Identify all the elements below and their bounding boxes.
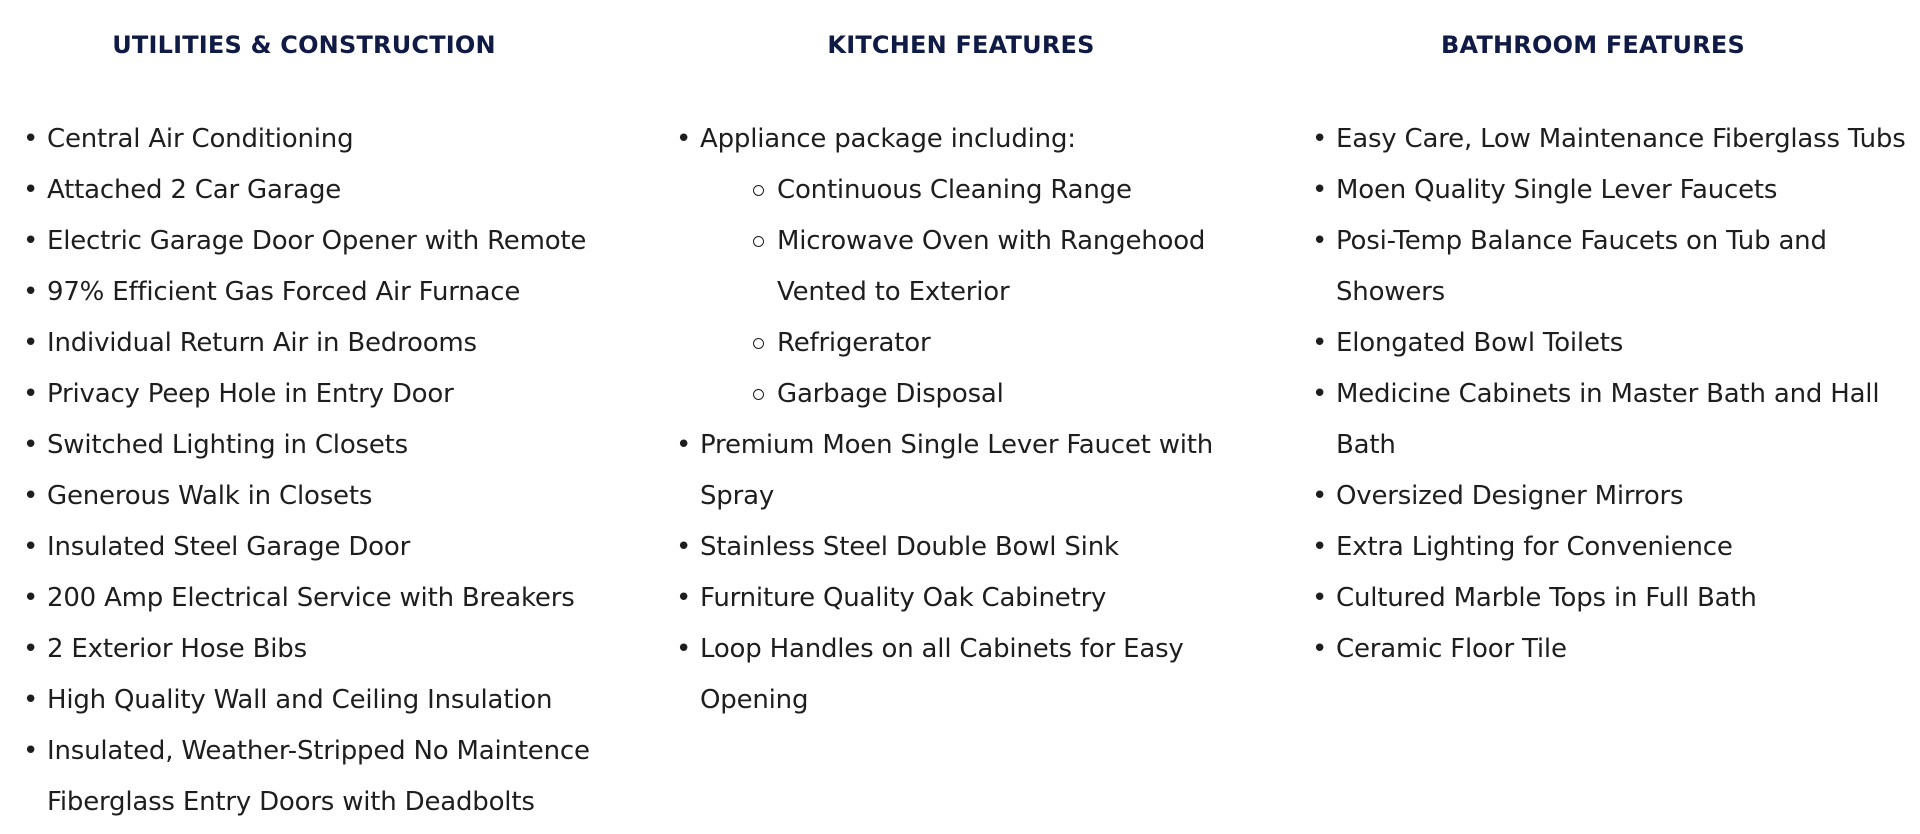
- utilities-feature-list: [47, 114, 607, 828]
- column-title-kitchen: KITCHEN FEATURES: [827, 31, 1095, 59]
- list-item: • Stainless Steel Double Bowl Sink: [700, 522, 1260, 573]
- list-item: • Furniture Quality Oak Cabinetry: [700, 573, 1260, 624]
- list-item: • Ceramic Floor Tile: [1336, 624, 1920, 675]
- list-item: • High Quality Wall and Ceiling Insulation: [47, 675, 607, 726]
- list-item: • Cultured Marble Tops in Full Bath: [1336, 573, 1920, 624]
- list-item: • Premium Moen Single Lever Faucet with Spray: [700, 420, 1260, 522]
- list-item: • Elongated Bowl Toilets: [1336, 318, 1920, 369]
- list-item: • Extra Lighting for Convenience: [1336, 522, 1920, 573]
- list-item: • Loop Handles on all Cabinets for Easy Opening: [700, 624, 1260, 726]
- list-item: • Moen Quality Single Lever Faucets: [1336, 165, 1920, 216]
- sub-list-item: Microwave Oven with Rangehood Vented to Exterior: [777, 216, 1217, 318]
- appliance-sub-list: [700, 165, 1260, 420]
- list-item: • Central Air Conditioning: [47, 114, 607, 165]
- list-item-label: Appliance package including:: [700, 124, 1076, 154]
- list-item: • Electric Garage Door Opener with Remote: [47, 216, 607, 267]
- list-item: • 2 Exterior Hose Bibs: [47, 624, 607, 675]
- list-item: • Insulated, Weather-Stripped No Maintence Fiberglass Entry Doors with Deadbolts: [47, 726, 607, 828]
- sub-list-item: Garbage Disposal: [777, 369, 1217, 420]
- column-title-bathroom: BATHROOM FEATURES: [1441, 31, 1745, 59]
- list-item: • Individual Return Air in Bedrooms: [47, 318, 607, 369]
- bathroom-feature-list: [1336, 114, 1920, 675]
- sub-list-item: Refrigerator: [777, 318, 1217, 369]
- list-item: • Easy Care, Low Maintenance Fiberglass Tubs: [1336, 114, 1920, 165]
- list-item: • Medicine Cabinets in Master Bath and Hall Bath: [1336, 369, 1920, 471]
- list-item: • Oversized Designer Mirrors: [1336, 471, 1920, 522]
- list-item: • Generous Walk in Closets: [47, 471, 607, 522]
- list-item: • 97% Efficient Gas Forced Air Furnace: [47, 267, 607, 318]
- list-item: • 200 Amp Electrical Service with Breakers: [47, 573, 607, 624]
- kitchen-feature-list: [700, 114, 1260, 726]
- list-item: • Insulated Steel Garage Door: [47, 522, 607, 573]
- list-item: • Posi-Temp Balance Faucets on Tub and Showers: [1336, 216, 1920, 318]
- list-item-appliance-package: [700, 114, 1260, 420]
- column-title-utilities: UTILITIES & CONSTRUCTION: [112, 31, 496, 59]
- list-item: • Switched Lighting in Closets: [47, 420, 607, 471]
- sub-list-item: Continuous Cleaning Range: [777, 165, 1217, 216]
- list-item: • Attached 2 Car Garage: [47, 165, 607, 216]
- list-item: • Privacy Peep Hole in Entry Door: [47, 369, 607, 420]
